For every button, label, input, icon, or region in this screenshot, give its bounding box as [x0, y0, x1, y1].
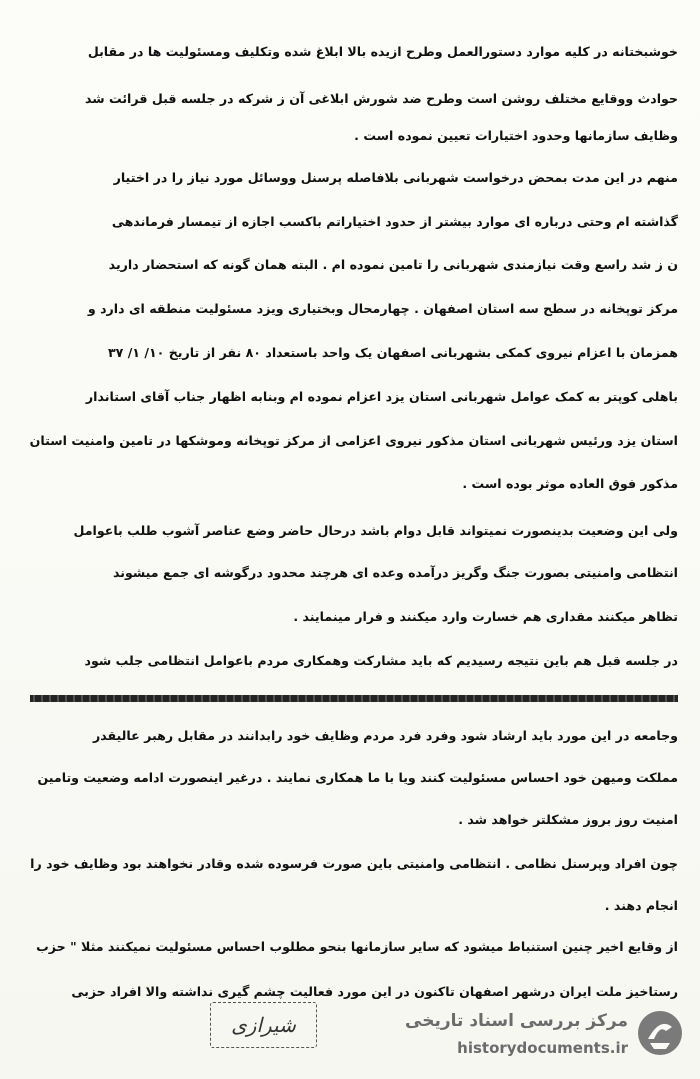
text-line-14: تظاهر میکنند مقداری هم خسارت وارد میکنند و فرار مینمایند .	[293, 609, 678, 624]
text-line-13: انتظامی وامنیتی بصورت جنگ وگریز درآمده وعده ای هرچند محدود درگوشه ای جمع میشوند	[112, 565, 678, 580]
text-line-19: چون افراد وپرسنل نظامی . انتظامی وامنیتی باین صورت فرسوده شده وقادر نخواهند بود وظایف خود را	[30, 856, 678, 871]
text-line-11: مذکور فوق العاده موثر بوده است .	[462, 476, 678, 491]
text-line-1: خوشبختانه در کلیه موارد دستورالعمل وطرح ازیده بالا ابلاغ شده وتکلیف ومسئولیت ها در مقابل	[87, 44, 678, 59]
stamp-text: شیرازی	[231, 1013, 296, 1037]
handwritten-stamp	[210, 1002, 317, 1048]
text-line-21: از وقایع اخیر چنین استنباط میشود که سایر سازمانها بنحو مطلوب احساس مسئولیت نمیکنند مثلا " حزب	[36, 939, 678, 954]
watermark	[384, 1003, 684, 1065]
text-line-2: حوادث ووقایع مختلف روشن است وطرح ضد شورش ابلاغی آن ز شرکه در جلسه قبل قرائت شد	[84, 91, 678, 106]
text-line-3: وظایف سازمانها وحدود اختیارات تعیین نموده است .	[354, 128, 678, 143]
text-line-9: باهلی کوپتر به کمک عوامل شهربانی استان یزد اعزام نموده ام وبنابه اظهار جناب آقای استاندار	[85, 389, 678, 404]
text-line-16: وجامعه در این مورد باید ارشاد شود وفرد فرد مردم وظایف خود رابدانند در مقابل رهبر عالیقدر	[92, 728, 678, 743]
watermark-url: historydocuments.ir	[457, 1039, 628, 1057]
archive-logo-icon	[636, 1009, 684, 1057]
text-line-4: منهم در این مدت بمحض درخواست شهربانی بلافاصله پرسنل ووسائل مورد نیاز را در اختیار	[113, 170, 678, 185]
text-line-10: استان یزد ورئیس شهربانی استان مذکور نیروی اعزامی از مرکز توپخانه وموشکها در تامین وامنیت استان	[30, 433, 678, 448]
text-line-22: رستاخیز ملت ایران درشهر اصفهان تاکنون در این مورد فعالیت چشم گیری نداشته والا افراد حزبی	[71, 984, 678, 999]
text-line-17: مملکت ومیهن خود احساس مسئولیت کنند ویا با ما همکاری نمایند . درغیر اینصورت ادامه وضعیت وتامین	[37, 770, 678, 785]
text-line-12: ولی این وضعیت بدینصورت نمیتواند قابل دوام باشد درحال حاضر وضع عناصر آشوب طلب باعوامل	[73, 523, 678, 538]
text-line-18: امنیت روز بروز مشکلتر خواهد شد .	[458, 812, 678, 827]
text-line-8: همزمان با اعزام نیروی کمکی بشهربانی اصفهان یک واحد باستعداد ۸۰ نفر از تاریخ ۱۰/ ۱/ ۳۷	[107, 345, 678, 360]
text-line-15: در جلسه قبل هم باین نتیجه رسیدیم که باید مشارکت وهمکاری مردم باعوامل انتظامی جلب شود	[84, 653, 678, 668]
struck-out-line	[30, 691, 678, 706]
text-line-5: گذاشته ام وحتی درباره ای موارد بیشتر از حدود اختیاراتم باکسب اجازه از تیمسار فرماندهی	[111, 214, 678, 229]
text-line-7: مرکز توپخانه در سطح سه استان اصفهان . چهارمحال وبختیاری ویزد مسئولیت منطقه ای دارد و	[87, 301, 678, 316]
document-body	[30, 44, 678, 999]
watermark-title: مرکز بررسی اسناد تاریخی	[405, 1011, 628, 1031]
text-line-6: ن ز شد راسع وقت نیازمندی شهربانی را تامین نموده ام . البته همان گونه که استحضار دارید	[108, 257, 678, 272]
text-line-20: انجام دهند .	[604, 898, 678, 913]
